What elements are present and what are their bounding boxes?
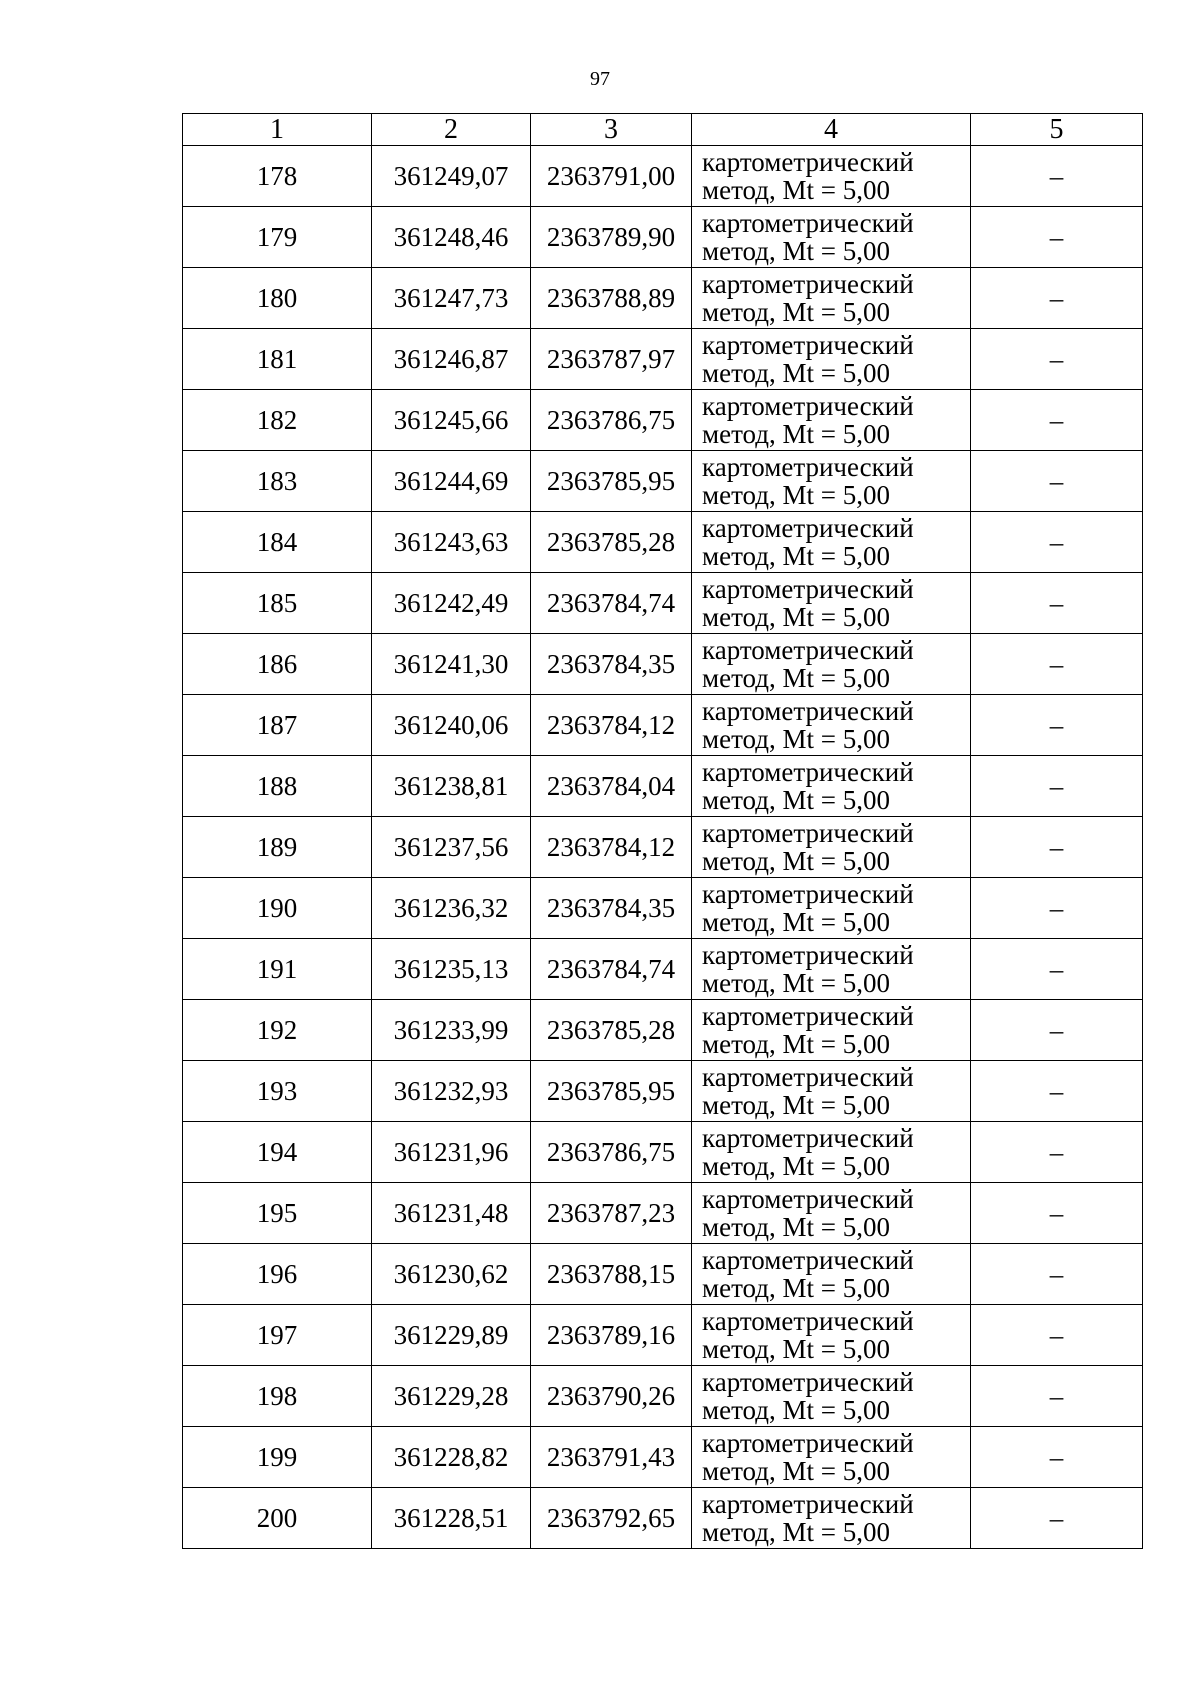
note-cell: –	[971, 512, 1143, 573]
header-cell-1: 1	[183, 114, 372, 146]
method-cell	[692, 1305, 971, 1366]
method-line-2: метод, Mt = 5,00	[702, 480, 890, 510]
point-number-cell: 181	[183, 329, 372, 390]
x-coordinate-cell: 361244,69	[372, 451, 531, 512]
note-cell: –	[971, 878, 1143, 939]
y-coordinate-cell: 2363788,89	[531, 268, 692, 329]
method-line-1: картометрический	[702, 635, 914, 665]
y-coordinate-cell: 2363791,43	[531, 1427, 692, 1488]
method-line-2: метод, Mt = 5,00	[702, 1456, 890, 1486]
method-cell	[692, 634, 971, 695]
point-number-cell: 189	[183, 817, 372, 878]
y-coordinate-cell: 2363789,16	[531, 1305, 692, 1366]
method-line-1: картометрический	[702, 1001, 914, 1031]
table-row	[183, 1305, 1143, 1366]
table-row	[183, 756, 1143, 817]
method-line-2: метод, Mt = 5,00	[702, 602, 890, 632]
x-coordinate-cell: 361242,49	[372, 573, 531, 634]
coordinates-table-container	[182, 113, 1142, 1549]
table-row	[183, 1366, 1143, 1427]
table-row	[183, 878, 1143, 939]
table-row	[183, 512, 1143, 573]
method-cell	[692, 756, 971, 817]
note-cell: –	[971, 329, 1143, 390]
method-line-1: картометрический	[702, 1245, 914, 1275]
y-coordinate-cell: 2363784,35	[531, 634, 692, 695]
note-cell: –	[971, 1366, 1143, 1427]
point-number-cell: 192	[183, 1000, 372, 1061]
method-line-1: картометрический	[702, 269, 914, 299]
note-cell: –	[971, 1000, 1143, 1061]
table-row	[183, 1000, 1143, 1061]
point-number-cell: 198	[183, 1366, 372, 1427]
table-row	[183, 390, 1143, 451]
method-cell	[692, 1183, 971, 1244]
x-coordinate-cell: 361249,07	[372, 146, 531, 207]
table-row	[183, 634, 1143, 695]
table-row	[183, 695, 1143, 756]
table-row	[183, 1183, 1143, 1244]
y-coordinate-cell: 2363784,35	[531, 878, 692, 939]
note-cell: –	[971, 207, 1143, 268]
method-line-2: метод, Mt = 5,00	[702, 1029, 890, 1059]
point-number-cell: 199	[183, 1427, 372, 1488]
method-line-1: картометрический	[702, 1428, 914, 1458]
x-coordinate-cell: 361229,89	[372, 1305, 531, 1366]
method-line-2: метод, Mt = 5,00	[702, 297, 890, 327]
method-cell	[692, 207, 971, 268]
x-coordinate-cell: 361246,87	[372, 329, 531, 390]
y-coordinate-cell: 2363784,74	[531, 573, 692, 634]
method-cell	[692, 1000, 971, 1061]
table-row	[183, 146, 1143, 207]
note-cell: –	[971, 1122, 1143, 1183]
x-coordinate-cell: 361248,46	[372, 207, 531, 268]
method-cell	[692, 1244, 971, 1305]
point-number-cell: 191	[183, 939, 372, 1000]
method-line-2: метод, Mt = 5,00	[702, 663, 890, 693]
header-cell-2: 2	[372, 114, 531, 146]
y-coordinate-cell: 2363785,28	[531, 512, 692, 573]
note-cell: –	[971, 1427, 1143, 1488]
point-number-cell: 180	[183, 268, 372, 329]
y-coordinate-cell: 2363785,28	[531, 1000, 692, 1061]
table-row	[183, 573, 1143, 634]
x-coordinate-cell: 361232,93	[372, 1061, 531, 1122]
y-coordinate-cell: 2363787,97	[531, 329, 692, 390]
point-number-cell: 183	[183, 451, 372, 512]
x-coordinate-cell: 361241,30	[372, 634, 531, 695]
x-coordinate-cell: 361235,13	[372, 939, 531, 1000]
method-line-2: метод, Mt = 5,00	[702, 1151, 890, 1181]
method-line-2: метод, Mt = 5,00	[702, 1517, 890, 1547]
point-number-cell: 197	[183, 1305, 372, 1366]
y-coordinate-cell: 2363785,95	[531, 1061, 692, 1122]
y-coordinate-cell: 2363784,04	[531, 756, 692, 817]
method-cell	[692, 939, 971, 1000]
method-cell	[692, 390, 971, 451]
y-coordinate-cell: 2363784,74	[531, 939, 692, 1000]
method-cell	[692, 1122, 971, 1183]
point-number-cell: 190	[183, 878, 372, 939]
method-cell	[692, 1061, 971, 1122]
method-cell	[692, 695, 971, 756]
method-cell	[692, 817, 971, 878]
x-coordinate-cell: 361228,51	[372, 1488, 531, 1549]
method-line-1: картометрический	[702, 1123, 914, 1153]
y-coordinate-cell: 2363791,00	[531, 146, 692, 207]
y-coordinate-cell: 2363792,65	[531, 1488, 692, 1549]
method-cell	[692, 146, 971, 207]
header-row	[183, 114, 1143, 146]
method-line-2: метод, Mt = 5,00	[702, 968, 890, 998]
y-coordinate-cell: 2363787,23	[531, 1183, 692, 1244]
header-cell-5: 5	[971, 114, 1143, 146]
method-line-2: метод, Mt = 5,00	[702, 846, 890, 876]
x-coordinate-cell: 361231,96	[372, 1122, 531, 1183]
y-coordinate-cell: 2363786,75	[531, 1122, 692, 1183]
method-line-2: метод, Mt = 5,00	[702, 724, 890, 754]
point-number-cell: 182	[183, 390, 372, 451]
note-cell: –	[971, 1488, 1143, 1549]
x-coordinate-cell: 361238,81	[372, 756, 531, 817]
table-row	[183, 268, 1143, 329]
method-line-2: метод, Mt = 5,00	[702, 175, 890, 205]
note-cell: –	[971, 1061, 1143, 1122]
table-row	[183, 451, 1143, 512]
y-coordinate-cell: 2363784,12	[531, 817, 692, 878]
table-row	[183, 1122, 1143, 1183]
note-cell: –	[971, 1244, 1143, 1305]
note-cell: –	[971, 939, 1143, 1000]
method-cell	[692, 268, 971, 329]
method-line-1: картометрический	[702, 1184, 914, 1214]
method-line-2: метод, Mt = 5,00	[702, 541, 890, 571]
table-row	[183, 1488, 1143, 1549]
method-line-1: картометрический	[702, 757, 914, 787]
table-body	[183, 146, 1143, 1549]
note-cell: –	[971, 268, 1143, 329]
note-cell: –	[971, 451, 1143, 512]
y-coordinate-cell: 2363784,12	[531, 695, 692, 756]
table-header	[183, 114, 1143, 146]
method-line-1: картометрический	[702, 574, 914, 604]
method-cell	[692, 573, 971, 634]
x-coordinate-cell: 361247,73	[372, 268, 531, 329]
method-cell	[692, 451, 971, 512]
method-line-1: картометрический	[702, 452, 914, 482]
point-number-cell: 200	[183, 1488, 372, 1549]
method-line-1: картометрический	[702, 818, 914, 848]
x-coordinate-cell: 361233,99	[372, 1000, 531, 1061]
x-coordinate-cell: 361229,28	[372, 1366, 531, 1427]
note-cell: –	[971, 1183, 1143, 1244]
method-line-1: картометрический	[702, 208, 914, 238]
x-coordinate-cell: 361230,62	[372, 1244, 531, 1305]
x-coordinate-cell: 361240,06	[372, 695, 531, 756]
x-coordinate-cell: 361231,48	[372, 1183, 531, 1244]
y-coordinate-cell: 2363790,26	[531, 1366, 692, 1427]
point-number-cell: 179	[183, 207, 372, 268]
y-coordinate-cell: 2363789,90	[531, 207, 692, 268]
method-line-2: метод, Mt = 5,00	[702, 1395, 890, 1425]
method-cell	[692, 878, 971, 939]
table-row	[183, 1244, 1143, 1305]
method-line-1: картометрический	[702, 513, 914, 543]
method-line-2: метод, Mt = 5,00	[702, 1273, 890, 1303]
method-line-1: картометрический	[702, 147, 914, 177]
method-cell	[692, 329, 971, 390]
x-coordinate-cell: 361245,66	[372, 390, 531, 451]
point-number-cell: 185	[183, 573, 372, 634]
method-cell	[692, 1488, 971, 1549]
method-line-1: картометрический	[702, 1489, 914, 1519]
method-cell	[692, 1366, 971, 1427]
note-cell: –	[971, 390, 1143, 451]
y-coordinate-cell: 2363788,15	[531, 1244, 692, 1305]
note-cell: –	[971, 634, 1143, 695]
method-line-2: метод, Mt = 5,00	[702, 358, 890, 388]
x-coordinate-cell: 361236,32	[372, 878, 531, 939]
method-line-1: картометрический	[702, 391, 914, 421]
x-coordinate-cell: 361237,56	[372, 817, 531, 878]
method-line-1: картометрический	[702, 940, 914, 970]
method-line-1: картометрический	[702, 696, 914, 726]
table-row	[183, 939, 1143, 1000]
point-number-cell: 195	[183, 1183, 372, 1244]
coordinates-table	[182, 113, 1143, 1549]
x-coordinate-cell: 361228,82	[372, 1427, 531, 1488]
note-cell: –	[971, 573, 1143, 634]
point-number-cell: 178	[183, 146, 372, 207]
method-line-2: метод, Mt = 5,00	[702, 907, 890, 937]
x-coordinate-cell: 361243,63	[372, 512, 531, 573]
method-line-2: метод, Mt = 5,00	[702, 1212, 890, 1242]
header-cell-3: 3	[531, 114, 692, 146]
method-line-1: картометрический	[702, 330, 914, 360]
note-cell: –	[971, 817, 1143, 878]
method-line-1: картометрический	[702, 1367, 914, 1397]
point-number-cell: 187	[183, 695, 372, 756]
point-number-cell: 184	[183, 512, 372, 573]
note-cell: –	[971, 1305, 1143, 1366]
method-line-1: картометрический	[702, 1306, 914, 1336]
header-cell-4: 4	[692, 114, 971, 146]
method-line-1: картометрический	[702, 879, 914, 909]
point-number-cell: 193	[183, 1061, 372, 1122]
point-number-cell: 196	[183, 1244, 372, 1305]
point-number-cell: 188	[183, 756, 372, 817]
table-row	[183, 329, 1143, 390]
method-line-2: метод, Mt = 5,00	[702, 785, 890, 815]
point-number-cell: 186	[183, 634, 372, 695]
method-line-1: картометрический	[702, 1062, 914, 1092]
table-row	[183, 1427, 1143, 1488]
page-number: 97	[590, 68, 610, 90]
point-number-cell: 194	[183, 1122, 372, 1183]
method-line-2: метод, Mt = 5,00	[702, 419, 890, 449]
method-line-2: метод, Mt = 5,00	[702, 1090, 890, 1120]
method-line-2: метод, Mt = 5,00	[702, 236, 890, 266]
table-row	[183, 1061, 1143, 1122]
note-cell: –	[971, 756, 1143, 817]
table-row	[183, 207, 1143, 268]
note-cell: –	[971, 695, 1143, 756]
method-cell	[692, 1427, 971, 1488]
method-line-2: метод, Mt = 5,00	[702, 1334, 890, 1364]
table-row	[183, 817, 1143, 878]
method-cell	[692, 512, 971, 573]
y-coordinate-cell: 2363785,95	[531, 451, 692, 512]
y-coordinate-cell: 2363786,75	[531, 390, 692, 451]
note-cell: –	[971, 146, 1143, 207]
